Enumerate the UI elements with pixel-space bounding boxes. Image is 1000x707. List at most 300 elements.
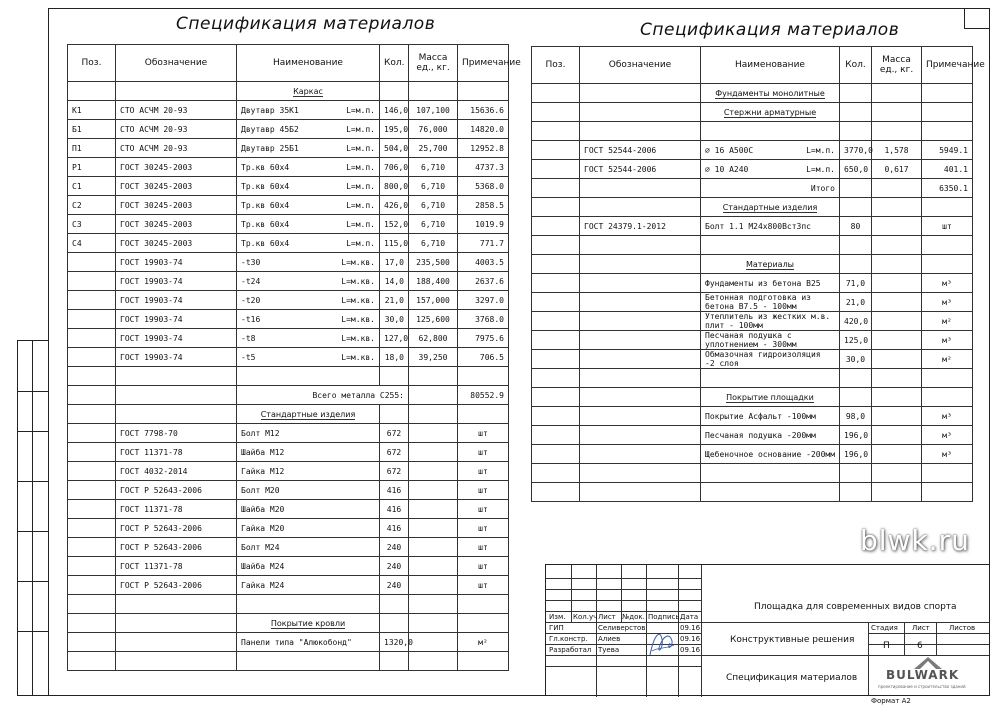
steel-row — [68, 348, 509, 367]
empty-cell — [922, 84, 973, 103]
empty-cell — [116, 652, 237, 671]
name-cell — [237, 196, 380, 215]
sheet-format: Формат А2 — [871, 697, 911, 705]
name-cell — [237, 120, 380, 139]
empty-cell — [840, 84, 872, 103]
section-foundations — [701, 84, 840, 103]
pos-cell — [532, 217, 580, 236]
name-cell: Бетонная подготовка из бетона В7.5 - 100мм — [701, 293, 840, 312]
stamp-col-signature: Подпись — [648, 613, 680, 621]
pos-cell — [532, 426, 580, 445]
empty-cell — [380, 652, 409, 671]
qty-cell: 152,0 — [380, 215, 409, 234]
item-unit: L=м.п. — [346, 143, 375, 153]
stamp-sheet: 6 — [917, 641, 923, 651]
mass-cell: 235,500 — [409, 253, 458, 272]
designation-cell: ГОСТ 11371-78 — [116, 557, 237, 576]
stamp-col-ndoc: №док. — [622, 613, 645, 621]
item-unit: L=м.кв. — [341, 257, 375, 267]
name-cell: Шайба М20 — [237, 500, 380, 519]
note-cell: шт — [458, 519, 509, 538]
note-cell: шт — [458, 481, 509, 500]
designation-cell: ГОСТ Р 52643-2006 — [116, 481, 237, 500]
mass-cell — [872, 293, 922, 312]
designation-cell — [580, 426, 701, 445]
empty-cell — [116, 595, 237, 614]
item-unit: L=м.кв. — [341, 352, 375, 362]
item-name: -t8 — [241, 333, 256, 343]
empty-cell — [458, 652, 509, 671]
empty-cell — [409, 595, 458, 614]
section-standard-label: Стандартные изделия — [260, 409, 356, 419]
designation-cell: ГОСТ 30245-2003 — [116, 158, 237, 177]
empty-cell — [840, 122, 872, 141]
empty-cell — [580, 236, 701, 255]
note-cell: 401.1 — [922, 160, 973, 179]
steel-row — [68, 310, 509, 329]
stamp-date-razrab: 09.16 — [680, 646, 701, 654]
note-cell: 7975.6 — [458, 329, 509, 348]
name-cell: Гайка М24 — [237, 576, 380, 595]
note-cell: 706.5 — [458, 348, 509, 367]
stamp-col-list: Лист — [598, 613, 616, 621]
designation-cell: ГОСТ 52544-2006 — [580, 141, 701, 160]
mass-cell: 6,710 — [409, 215, 458, 234]
note-cell: шт — [458, 500, 509, 519]
mass-cell: 6,710 — [409, 158, 458, 177]
name-cell — [237, 272, 380, 291]
empty-cell — [532, 464, 580, 483]
itogo-row — [532, 179, 973, 198]
company-name: BULWARK — [886, 668, 960, 682]
empty-cell — [840, 369, 872, 388]
empty-row — [532, 464, 973, 483]
note-cell: м³ — [922, 445, 973, 464]
empty-cell — [409, 614, 458, 633]
stamp-col-koluch: Кол.уч — [573, 613, 598, 621]
empty-row — [68, 367, 509, 386]
note-cell: м³ — [922, 407, 973, 426]
steel-row — [68, 101, 509, 120]
rebar-row — [532, 141, 973, 160]
pos-cell — [68, 424, 116, 443]
section-row — [532, 103, 973, 122]
note-cell: м³ — [922, 331, 973, 350]
name-cell: Болт М20 — [237, 481, 380, 500]
qty-cell: 672 — [380, 443, 409, 462]
empty-cell — [922, 122, 973, 141]
total-value: 80552.9 — [458, 386, 509, 405]
signature-icon — [646, 625, 678, 661]
note-cell: 2637.6 — [458, 272, 509, 291]
pos-cell — [68, 538, 116, 557]
left-spec-table — [67, 44, 521, 671]
empty-cell — [458, 367, 509, 386]
left-title: Спецификация материалов — [176, 14, 436, 34]
designation-cell: ГОСТ 30245-2003 — [116, 234, 237, 253]
mass-cell: 107,100 — [409, 101, 458, 120]
designation-cell: ГОСТ 30245-2003 — [116, 196, 237, 215]
note-cell: 2858.5 — [458, 196, 509, 215]
designation-cell — [580, 274, 701, 293]
name-cell — [237, 139, 380, 158]
section-foundations-label: Фундаменты монолитные — [715, 88, 825, 98]
designation-cell: ГОСТ 11371-78 — [116, 443, 237, 462]
empty-cell — [580, 255, 701, 274]
qty-cell: 240 — [380, 576, 409, 595]
mass-cell — [872, 331, 922, 350]
name-cell: Болт 1.1 М24х800Вст3пс — [701, 217, 840, 236]
item-name: -t20 — [241, 295, 261, 305]
pos-cell — [532, 407, 580, 426]
pos-cell: Б1 — [68, 120, 116, 139]
steel-row — [68, 120, 509, 139]
qty-cell: 504,0 — [380, 139, 409, 158]
stamp-stage-label: Стадия — [871, 624, 898, 632]
note-cell: м² — [922, 312, 973, 331]
item-unit: L=м.кв. — [341, 333, 375, 343]
designation-cell: ГОСТ 24379.1-2012 — [580, 217, 701, 236]
name-cell: Гайка М12 — [237, 462, 380, 481]
pos-cell — [68, 557, 116, 576]
empty-cell — [116, 367, 237, 386]
item-unit: L=м.п. — [346, 162, 375, 172]
empty-cell — [380, 614, 409, 633]
section-standard — [237, 405, 380, 424]
pos-cell: С2 — [68, 196, 116, 215]
name-cell: Болт М24 — [237, 538, 380, 557]
total-label: Всего металла С255: — [237, 386, 409, 405]
right-spec-table — [531, 46, 985, 502]
header-pos: Поз. — [532, 47, 580, 84]
mass-cell — [872, 445, 922, 464]
empty-cell — [872, 388, 922, 407]
section-rebar-label: Стержни арматурные — [723, 107, 817, 117]
std-row — [532, 217, 973, 236]
name-cell: Утеплитель из жестких м.в. плит - 100мм — [701, 312, 840, 331]
empty-cell — [458, 595, 509, 614]
item-name: Двутавр 25Б1 — [241, 143, 299, 153]
qty-cell: 800,0 — [380, 177, 409, 196]
item-name: ⌀ 10 А240 — [705, 164, 749, 174]
stamp-name-razrab: Туева — [598, 646, 620, 654]
designation-cell: ГОСТ Р 52643-2006 — [116, 519, 237, 538]
note-cell: 771.7 — [458, 234, 509, 253]
name-cell: Песчаная подушка -200мм — [701, 426, 840, 445]
note-cell: шт — [458, 424, 509, 443]
designation-cell: ГОСТ 19903-74 — [116, 291, 237, 310]
empty-cell — [840, 255, 872, 274]
mass-cell: 25,700 — [409, 139, 458, 158]
section-row — [532, 388, 973, 407]
designation-cell: ГОСТ 30245-2003 — [116, 177, 237, 196]
qty-cell: 125,0 — [840, 331, 872, 350]
empty-cell — [580, 464, 701, 483]
empty-cell — [922, 464, 973, 483]
designation-cell: ГОСТ 52544-2006 — [580, 160, 701, 179]
note-cell: 1019.9 — [458, 215, 509, 234]
empty-cell — [840, 236, 872, 255]
designation-cell: ГОСТ 7798-70 — [116, 424, 237, 443]
empty-cell — [116, 405, 237, 424]
left-binding-strip — [17, 340, 48, 696]
itogo-value: 6350.1 — [922, 179, 973, 198]
site-row — [532, 407, 973, 426]
table-header-row — [532, 47, 973, 84]
note-cell: шт — [458, 462, 509, 481]
empty-cell — [840, 388, 872, 407]
note-cell: м² — [922, 350, 973, 369]
header-note: Примечание — [458, 45, 509, 82]
pos-cell — [68, 500, 116, 519]
pos-cell: С4 — [68, 234, 116, 253]
empty-cell — [532, 122, 580, 141]
itogo-label: Итого — [701, 179, 840, 198]
item-name: Тр.кв 60х4 — [241, 200, 290, 210]
item-name: -t16 — [241, 314, 261, 324]
designation-cell: СТО АСЧМ 20-93 — [116, 120, 237, 139]
pos-cell — [532, 293, 580, 312]
empty-cell — [840, 179, 872, 198]
pos-cell — [68, 329, 116, 348]
item-name: Тр.кв 60х4 — [241, 238, 290, 248]
qty-cell: 195,0 — [380, 120, 409, 139]
mass-cell — [872, 312, 922, 331]
qty-cell: 21,0 — [380, 291, 409, 310]
note-cell: 5949.1 — [922, 141, 973, 160]
designation-cell: ГОСТ 11371-78 — [116, 500, 237, 519]
header-pos: Поз. — [68, 45, 116, 82]
item-unit: L=м.п. — [346, 219, 375, 229]
qty-cell: 30,0 — [840, 350, 872, 369]
name-cell: Шайба М24 — [237, 557, 380, 576]
steel-row — [68, 158, 509, 177]
name-cell — [237, 348, 380, 367]
mass-cell: 6,710 — [409, 177, 458, 196]
empty-cell — [380, 405, 409, 424]
qty-cell: 672 — [380, 462, 409, 481]
section-materials-label: Материалы — [746, 259, 794, 269]
stamp-sheet-title: Спецификация материалов — [726, 673, 858, 683]
empty-cell — [458, 405, 509, 424]
empty-cell — [840, 483, 872, 502]
section-row — [68, 82, 509, 101]
header-mass: Масса ед., кг. — [872, 47, 922, 84]
rebar-row — [532, 160, 973, 179]
name-cell — [237, 310, 380, 329]
mass-cell — [409, 500, 458, 519]
empty-cell — [68, 386, 116, 405]
empty-cell — [872, 103, 922, 122]
std-row — [68, 443, 509, 462]
pos-cell — [532, 160, 580, 179]
empty-row — [532, 369, 973, 388]
mass-cell — [409, 633, 458, 652]
empty-cell — [380, 82, 409, 101]
empty-cell — [701, 122, 840, 141]
stamp-role-glkonstr: Гл.констр. — [549, 635, 588, 643]
section-karkas-label: Каркас — [293, 86, 323, 96]
mass-cell — [872, 426, 922, 445]
steel-row — [68, 234, 509, 253]
mass-cell — [409, 462, 458, 481]
stamp-section: Конструктивные решения — [730, 635, 855, 645]
empty-cell — [68, 367, 116, 386]
empty-cell — [922, 103, 973, 122]
company-subtitle: проектирование и строительство зданий — [878, 684, 966, 689]
designation-cell: ГОСТ 19903-74 — [116, 272, 237, 291]
section-row — [532, 84, 973, 103]
item-name: Двутавр 45Б2 — [241, 124, 299, 134]
stamp-project: Площадка для современных видов спорта — [754, 602, 957, 612]
mass-cell: 157,000 — [409, 291, 458, 310]
item-name: Тр.кв 60х4 — [241, 162, 290, 172]
mass-cell — [409, 481, 458, 500]
pos-cell — [532, 312, 580, 331]
qty-cell: 196,0 — [840, 445, 872, 464]
designation-cell — [580, 331, 701, 350]
stamp-name-glkonstr: Алиев — [598, 635, 621, 643]
note-cell: шт — [458, 576, 509, 595]
designation-cell — [580, 407, 701, 426]
item-unit: L=м.п. — [346, 124, 375, 134]
empty-cell — [701, 483, 840, 502]
note-cell: шт — [458, 443, 509, 462]
name-cell: Панели типа "Алюкобонд" — [237, 633, 380, 652]
empty-cell — [409, 82, 458, 101]
steel-row — [68, 291, 509, 310]
std-row — [68, 462, 509, 481]
name-cell — [237, 101, 380, 120]
name-cell: Щебеночное основание -200мм — [701, 445, 840, 464]
empty-cell — [872, 369, 922, 388]
name-cell — [237, 291, 380, 310]
section-site — [701, 388, 840, 407]
designation-cell: ГОСТ 30245-2003 — [116, 215, 237, 234]
section-row — [68, 405, 509, 424]
empty-cell — [922, 198, 973, 217]
qty-cell: 1320,0 — [380, 633, 409, 652]
empty-cell — [872, 84, 922, 103]
std-row — [68, 424, 509, 443]
mass-cell — [872, 350, 922, 369]
site-row — [532, 426, 973, 445]
note-cell: 15636.6 — [458, 101, 509, 120]
note-cell: м³ — [922, 293, 973, 312]
mass-cell: 0,617 — [872, 160, 922, 179]
pos-cell — [532, 350, 580, 369]
stamp-date-glkonstr: 09.16 — [680, 635, 701, 643]
name-cell: Обмазочная гидроизоляция -2 слоя — [701, 350, 840, 369]
section-roof-label: Покрытие кровли — [270, 618, 346, 628]
note-cell: 3297.0 — [458, 291, 509, 310]
section-rebar — [701, 103, 840, 122]
pos-cell: К1 — [68, 101, 116, 120]
empty-cell — [532, 103, 580, 122]
steel-row — [68, 253, 509, 272]
name-cell — [237, 158, 380, 177]
section-karkas — [237, 82, 380, 101]
empty-row — [532, 122, 973, 141]
stamp-role-gip: ГИП — [549, 624, 564, 632]
empty-cell — [580, 122, 701, 141]
name-cell — [237, 234, 380, 253]
stamp-sheets-label: Листов — [949, 624, 976, 632]
empty-cell — [580, 179, 701, 198]
name-cell — [701, 141, 840, 160]
empty-cell — [580, 84, 701, 103]
mass-cell — [872, 407, 922, 426]
steel-row — [68, 272, 509, 291]
mass-cell — [409, 519, 458, 538]
name-cell — [237, 215, 380, 234]
roof-row — [68, 633, 509, 652]
qty-cell: 240 — [380, 557, 409, 576]
name-cell — [237, 253, 380, 272]
empty-cell — [68, 614, 116, 633]
pos-cell — [68, 253, 116, 272]
std-row — [68, 557, 509, 576]
pos-cell — [68, 272, 116, 291]
designation-cell: СТО АСЧМ 20-93 — [116, 139, 237, 158]
mass-cell — [409, 576, 458, 595]
empty-cell — [532, 255, 580, 274]
stamp-stage: П — [883, 641, 890, 651]
mass-cell — [409, 538, 458, 557]
empty-cell — [872, 122, 922, 141]
qty-cell: 80 — [840, 217, 872, 236]
qty-cell: 17,0 — [380, 253, 409, 272]
pos-cell — [68, 443, 116, 462]
item-unit: L=м.п. — [806, 164, 835, 174]
note-cell: м² — [458, 633, 509, 652]
note-cell: 5368.0 — [458, 177, 509, 196]
qty-cell: 706,0 — [380, 158, 409, 177]
mass-cell: 188,400 — [409, 272, 458, 291]
item-unit: L=м.кв. — [341, 295, 375, 305]
note-cell: м³ — [922, 274, 973, 293]
note-cell: шт — [458, 538, 509, 557]
note-cell: 3768.0 — [458, 310, 509, 329]
empty-cell — [409, 367, 458, 386]
right-title: Спецификация материалов — [640, 20, 900, 40]
empty-cell — [409, 386, 458, 405]
pos-cell — [68, 348, 116, 367]
empty-cell — [701, 236, 840, 255]
name-cell — [237, 177, 380, 196]
qty-cell: 416 — [380, 519, 409, 538]
empty-cell — [580, 483, 701, 502]
designation-cell — [116, 633, 237, 652]
empty-cell — [237, 595, 380, 614]
pos-cell — [532, 274, 580, 293]
qty-cell: 650,0 — [840, 160, 872, 179]
stamp-col-date: Дата — [680, 613, 699, 621]
watermark: blwk.ru — [860, 524, 970, 557]
name-cell: Болт М12 — [237, 424, 380, 443]
table-header-row — [68, 45, 509, 82]
section-materials — [701, 255, 840, 274]
empty-cell — [380, 367, 409, 386]
designation-cell: ГОСТ 19903-74 — [116, 310, 237, 329]
empty-cell — [532, 369, 580, 388]
mass-cell: 125,600 — [409, 310, 458, 329]
note-cell: 4737.3 — [458, 158, 509, 177]
note-cell: шт — [922, 217, 973, 236]
empty-cell — [840, 198, 872, 217]
empty-cell — [840, 464, 872, 483]
steel-row — [68, 329, 509, 348]
